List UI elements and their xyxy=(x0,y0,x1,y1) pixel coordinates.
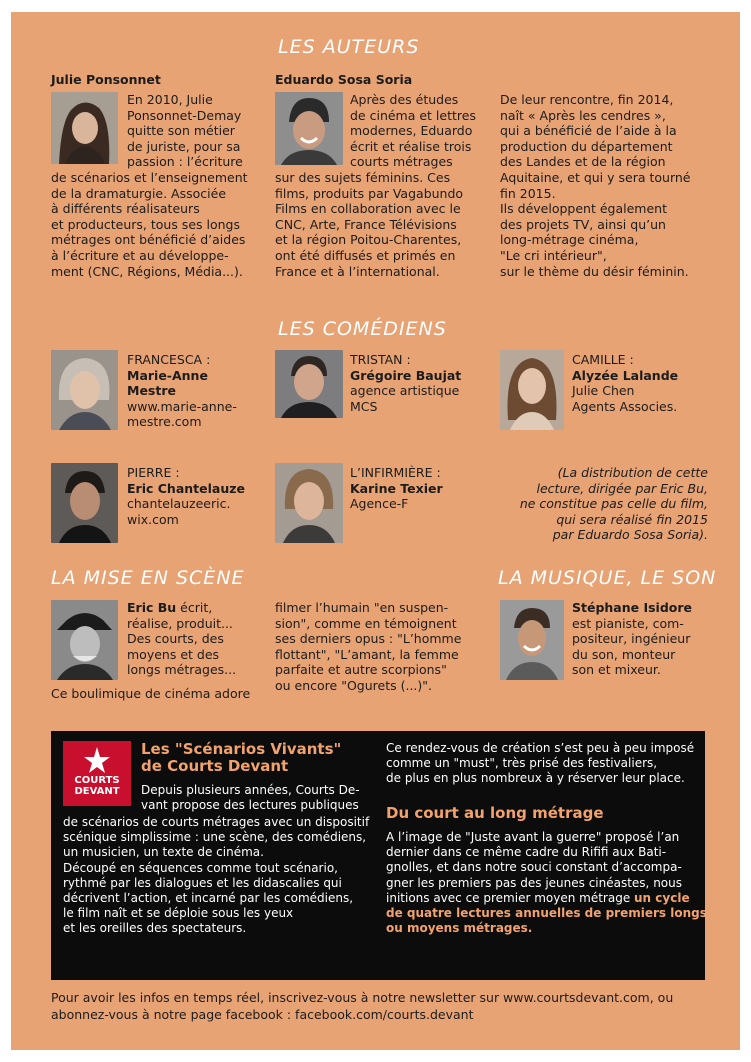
text-line: à différents réalisateurs xyxy=(51,201,200,217)
text-line: de Courts Devant xyxy=(141,757,289,775)
actor-photo-camille xyxy=(500,350,564,430)
text-line: métrages ont bénéficié d’aides xyxy=(51,232,246,248)
text-line: de cinéma et lettres xyxy=(350,107,476,123)
text-line: moyens et des xyxy=(127,646,220,662)
text-line: fin 2015. xyxy=(500,185,556,201)
staging-bio-right xyxy=(127,600,236,678)
box-right-title: Du court au long métrage xyxy=(386,804,604,822)
text-line: de scénarios et l’enseignement xyxy=(51,170,248,185)
actor-name: Karine Texier xyxy=(350,480,443,496)
actor-info: Agence-F xyxy=(350,496,409,512)
text-line: naît « Après les cendres », xyxy=(500,107,666,123)
actor-info: chantelauzeeric. xyxy=(127,496,231,512)
courts-devant-logo xyxy=(63,741,131,806)
author-name-julie: Julie Ponsonnet xyxy=(51,72,161,87)
text-line: de plus en plus nombreux à y réserver leur place. xyxy=(386,771,685,786)
actor-info: mestre.com xyxy=(127,414,202,430)
text-line xyxy=(386,891,707,906)
actor-info: wix.com xyxy=(127,511,179,527)
actor-photo-francesca xyxy=(51,350,118,430)
section-title-actors: LES COMÉDIENS xyxy=(278,318,447,340)
box-left-text xyxy=(63,815,369,937)
text-line: qui sera réalisé fin 2015 xyxy=(556,511,708,527)
text-line: et les oreilles des spectateurs. xyxy=(63,921,247,936)
actor-role: PIERRE : xyxy=(127,465,180,480)
text-line: Depuis plusieurs années, Courts De- xyxy=(141,783,360,797)
text-line: ont été diffusés et primés en xyxy=(275,247,456,263)
text-line: est pianiste, com- xyxy=(572,615,684,631)
actor-photo-tristan xyxy=(275,350,343,418)
musician-name: Stéphane Isidore xyxy=(572,600,693,615)
text-line: courts métrages xyxy=(350,154,453,170)
logo-text: DEVANT xyxy=(74,786,120,797)
staging-bio-full xyxy=(51,686,250,702)
text-line: et producteurs, tous ses longs xyxy=(51,216,240,232)
text-line: à l’écriture et au développe- xyxy=(51,247,229,263)
text-line: CNC, Arte, France Télévisions xyxy=(275,216,457,232)
actor-info: MCS xyxy=(350,398,378,414)
text-line: de juriste, pour sa xyxy=(127,138,241,154)
actor-name: Alyzée Lalande xyxy=(572,367,679,383)
actor-info: Agents Associes. xyxy=(572,398,678,414)
text-line: le film naît et se déploie sous les yeux xyxy=(63,906,294,921)
text-line: production du département xyxy=(500,138,673,154)
text-line: Aquitaine, et qui y sera tourné xyxy=(500,169,691,185)
text-line: parfaite et autre scorpions" xyxy=(275,662,447,678)
text-line: qui a bénéficié de l’aide à la xyxy=(500,123,677,139)
text-line: flottant", "L’amant, la femme xyxy=(275,646,459,662)
julie-photo xyxy=(51,92,118,164)
text-line: des projets TV, ainsi qu’un xyxy=(500,216,666,232)
actor-name: Eric Chantelauze xyxy=(127,480,245,496)
text-line: Les "Scénarios Vivants" xyxy=(141,740,342,758)
star-icon xyxy=(84,747,110,773)
text-line: Films en collaboration avec le xyxy=(275,201,461,217)
actor-card-tristan xyxy=(350,352,461,414)
text-line: sur des sujets féminins. Ces xyxy=(275,170,451,185)
text-line: un musicien, un texte de cinéma. xyxy=(63,845,264,860)
text-line: comme un "must", très prisé des festivaliers, xyxy=(386,756,658,771)
footer xyxy=(51,990,673,1023)
text-line: sur le thème du désir féminin. xyxy=(500,263,689,279)
text-line: longs métrages... xyxy=(127,662,237,678)
text-line: par Eduardo Sosa Soria). xyxy=(552,527,708,543)
text-line: "Le cri intérieur", xyxy=(500,247,607,263)
julie-bio-full xyxy=(51,170,248,279)
actor-info: Julie Chen xyxy=(572,383,635,399)
actor-role: FRANCESCA : xyxy=(127,352,211,367)
actor-role: TRISTAN : xyxy=(350,352,411,367)
text-line: décrivent l’action, et incarné par les comédiens, xyxy=(63,891,354,906)
text-line: ment (CNC, Régions, Média...). xyxy=(51,263,243,279)
text-line-bold: de quatre lectures annuelles de premiers longs xyxy=(386,906,707,921)
text-line: gnolles, et dans notre souci constant d’accompa- xyxy=(386,860,682,875)
text-line: réalise, produit... xyxy=(127,615,233,631)
text-line: A l’image de "Juste avant la guerre" proposé l’an xyxy=(386,830,680,844)
text-fragment: initions avec ce premier moyen métrage xyxy=(386,890,635,905)
actor-info: www.marie-anne- xyxy=(127,398,237,414)
text-line: long-métrage cinéma, xyxy=(500,232,639,248)
text-line: En 2010, Julie xyxy=(127,92,213,107)
actor-role: L’INFIRMIÈRE : xyxy=(350,465,441,480)
distribution-note xyxy=(500,465,708,543)
eduardo-bio-full xyxy=(275,170,463,279)
actor-info: agence artistique xyxy=(350,383,460,399)
box-title xyxy=(141,741,341,775)
actor-name: Grégoire Baujat xyxy=(350,367,462,383)
text-line: filmer l’humain "en suspen- xyxy=(275,600,449,615)
actor-photo-pierre xyxy=(51,463,118,543)
text-line: (La distribution de cette xyxy=(557,465,708,480)
director-name: Eric Bu xyxy=(127,600,177,615)
text-line: De leur rencontre, fin 2014, xyxy=(500,92,674,107)
director-photo xyxy=(51,600,118,680)
text-line: et la région Poitou-Charentes, xyxy=(275,232,462,248)
text-line: écrit et réalise trois xyxy=(350,138,472,154)
text-line: lecture, dirigée par Eric Bu, xyxy=(536,480,708,496)
text-line: de la dramaturgie. Associée xyxy=(51,185,227,201)
text-line: abonnez-vous à notre page facebook : facebook.com/courts.devant xyxy=(51,1006,474,1022)
meeting-text xyxy=(500,92,690,279)
text-line: Ponsonnet-Demay xyxy=(127,107,242,123)
box-intro xyxy=(141,783,360,813)
text-line: positeur, ingénieur xyxy=(572,631,691,647)
text-line: son et mixeur. xyxy=(572,662,661,678)
section-title-staging: LA MISE EN SCÈNE xyxy=(51,567,245,589)
text-line: France et à l’international. xyxy=(275,263,440,279)
musician-photo xyxy=(500,600,564,680)
section-title-authors: LES AUTEURS xyxy=(278,36,420,58)
text-line: Découpé en séquences comme tout scénario, xyxy=(63,860,338,875)
musician-bio xyxy=(572,600,692,678)
actor-name: Mestre xyxy=(127,383,176,399)
staging-bio-col2 xyxy=(275,600,461,694)
actor-role: CAMILLE : xyxy=(572,352,634,367)
text-line: gner les premiers pas des jeunes cinéastes, nous xyxy=(386,875,682,890)
eduardo-photo xyxy=(275,92,343,165)
section-title-music: LA MUSIQUE, LE SON xyxy=(498,567,717,589)
text-line-bold: ou moyens métrages. xyxy=(386,921,533,936)
actor-name: Marie-Anne xyxy=(127,367,208,383)
text-line: scénique simplissime : une scène, des comédiens, xyxy=(63,830,367,845)
actor-card-camille xyxy=(572,352,678,414)
text-line: modernes, Eduardo xyxy=(350,123,473,139)
text-line: sion", comme en témoignent xyxy=(275,615,457,631)
text-line: films, produits par Vagabundo xyxy=(275,185,464,201)
text-line: ses derniers opus : "L’homme xyxy=(275,631,462,647)
box-right-top xyxy=(386,741,694,787)
text-line: quitte son métier xyxy=(127,123,235,139)
text-line xyxy=(127,600,236,616)
text-line: vant propose des lectures publiques xyxy=(141,798,359,813)
text-line: de scénarios de courts métrages avec un dispositif xyxy=(63,815,370,829)
text-line: du son, monteur xyxy=(572,646,676,662)
text-line: passion : l’écriture xyxy=(127,154,243,170)
actor-card-francesca xyxy=(127,352,237,430)
text-line: Ce rendez-vous de création s’est peu à peu imposé xyxy=(386,741,695,755)
author-name-eduardo: Eduardo Sosa Soria xyxy=(275,72,413,87)
text-fragment: écrit, xyxy=(176,600,213,615)
eduardo-bio-right xyxy=(350,92,476,170)
text-line: des Landes et de la région xyxy=(500,154,666,170)
text-line: Ils développent également xyxy=(500,201,667,217)
text-line: rythmé par les dialogues et les didascalies qui xyxy=(63,875,342,890)
text-fragment-bold: un cycle xyxy=(634,890,690,905)
text-line: ou encore "Ogurets (...)". xyxy=(275,677,432,693)
text-line: Des courts, des xyxy=(127,631,224,647)
text-line: Pour avoir les infos en temps réel, inscrivez-vous à notre newsletter sur www.courtsdevant.com, ou xyxy=(51,990,674,1005)
actor-card-pierre xyxy=(127,465,245,527)
text-line: Ce boulimique de cinéma adore xyxy=(51,686,251,701)
logo-text: COURTS xyxy=(74,775,120,786)
text-line: ne constitue pas celle du film, xyxy=(519,496,708,512)
box-right-text xyxy=(386,830,707,936)
text-line: dernier dans ce même cadre du Rififi aux Bati- xyxy=(386,845,667,860)
actor-card-infirmiere xyxy=(350,465,443,512)
julie-bio-right xyxy=(127,92,243,170)
text-line: Après des études xyxy=(350,92,459,107)
actor-photo-infirmiere xyxy=(275,463,343,543)
